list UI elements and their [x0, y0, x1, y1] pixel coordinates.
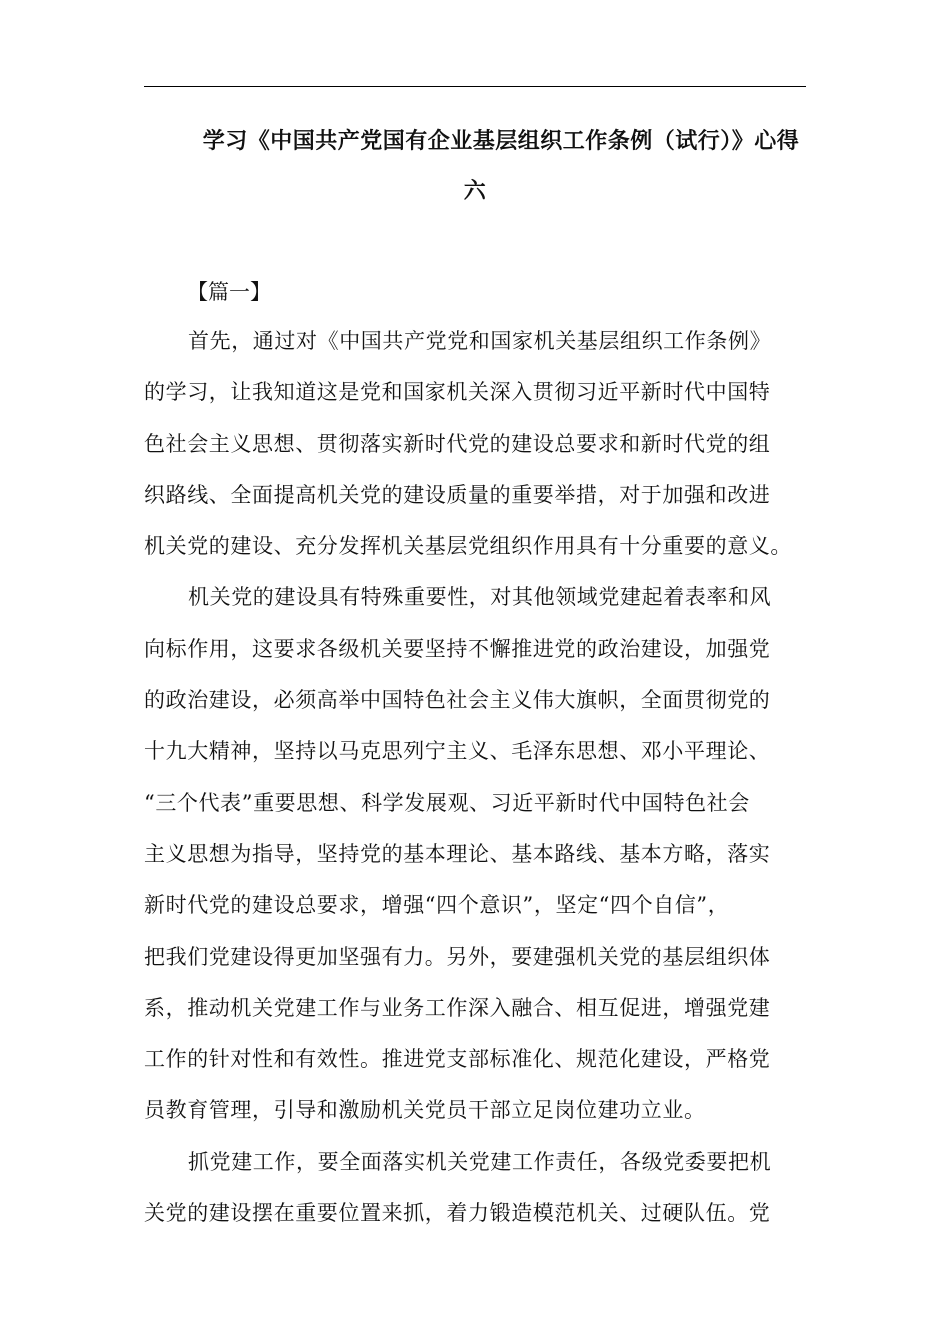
paragraph-line: 系，推动机关党建工作与业务工作深入融合、相互促进，增强党建: [144, 995, 771, 1020]
paragraph-line: 抓党建工作，要全面落实机关党建工作责任，各级党委要把机: [188, 1149, 772, 1174]
paragraph-line: 把我们党建设得更加坚强有力。另外，要建强机关党的基层组织体: [144, 944, 771, 969]
header-rule: [144, 86, 806, 87]
paragraph-line: 机关党的建设具有特殊重要性，对其他领域党建起着表率和风: [188, 585, 772, 610]
section-label: 【篇一】: [187, 280, 271, 304]
paragraph-line: 织路线、全面提高机关党的建设质量的重要举措，对于加强和改进: [144, 482, 771, 507]
body-text: [144, 316, 806, 1239]
paragraph-line: 的政治建设，必须高举中国特色社会主义伟大旗帜，全面贯彻党的: [144, 688, 771, 713]
paragraph-line: 向标作用，这要求各级机关要坚持不懈推进党的政治建设，加强党: [144, 636, 771, 661]
paragraph-line: 的学习，让我知道这是党和国家机关深入贯彻习近平新时代中国特: [144, 380, 771, 405]
paragraph-line: 主义思想为指导，坚持党的基本理论、基本路线、基本方略，落实: [144, 841, 771, 866]
paragraph-line: 新时代党的建设总要求，增强“四个意识”，坚定“四个自信”，: [144, 893, 730, 918]
paragraph-line: 工作的针对性和有效性。推进党支部标准化、规范化建设，严格党: [144, 1047, 771, 1072]
paragraph-line: 色社会主义思想、贯彻落实新时代党的建设总要求和新时代党的组: [144, 431, 771, 456]
document-title-continued: 六: [463, 178, 487, 204]
paragraph-line: 员教育管理，引导和激励机关党员干部立足岗位建功立业。: [144, 1098, 706, 1123]
paragraph-line: “三个代表”重要思想、科学发展观、习近平新时代中国特色社会: [144, 790, 750, 815]
document-title: 学习《中国共产党国有企业基层组织工作条例（试行）》心得: [202, 128, 800, 154]
paragraph-line: 十九大精神，坚持以马克思列宁主义、毛泽东思想、邓小平理论、: [144, 739, 771, 764]
paragraph-line: 机关党的建设、充分发挥机关基层党组织作用具有十分重要的意义。: [144, 534, 792, 559]
paragraph-line: 首先，通过对《中国共产党党和国家机关基层组织工作条例》: [188, 329, 772, 353]
paragraph-line: 关党的建设摆在重要位置来抓，着力锻造模范机关、过硬队伍。党: [144, 1201, 771, 1226]
